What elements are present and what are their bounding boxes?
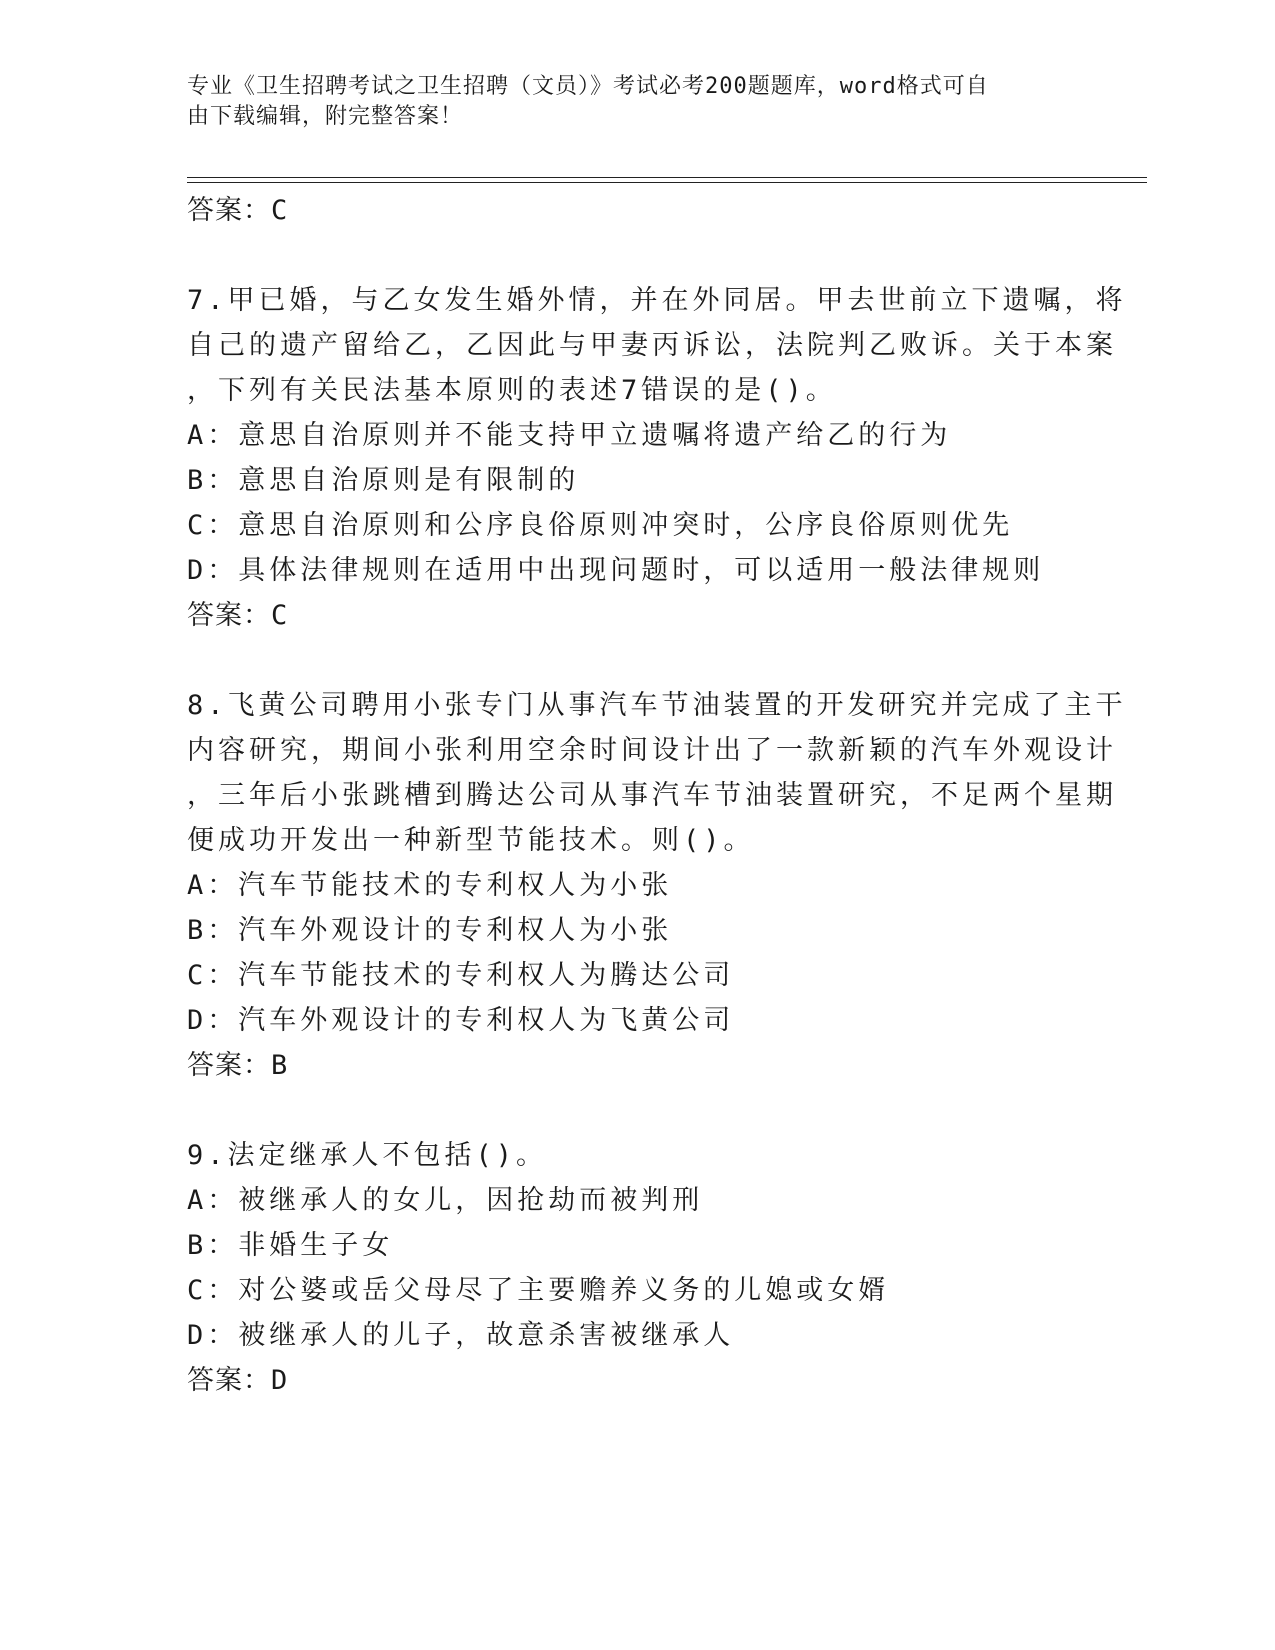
- question-stem-line: 7.甲已婚，与乙女发生婚外情，并在外同居。甲去世前立下遗嘱，将: [187, 285, 1127, 316]
- header-divider-bottom: [187, 182, 1147, 183]
- question-answer: 答案：B: [187, 1050, 289, 1081]
- question-stem-line: ，下列有关民法基本原则的表述7错误的是()。: [187, 375, 837, 406]
- option-a: A：意思自治原则并不能支持甲立遗嘱将遗产给乙的行为: [187, 420, 952, 451]
- page-header: [187, 72, 1067, 132]
- header-line-1: 专业《卫生招聘考试之卫生招聘（文员）》考试必考200题题库，word格式可自: [187, 74, 989, 99]
- option-d: D：被继承人的儿子，故意杀害被继承人: [187, 1320, 735, 1351]
- question-stem-line: 自己的遗产留给乙，乙因此与甲妻丙诉讼，法院判乙败诉。关于本案: [187, 330, 1117, 361]
- question-8: [187, 683, 1127, 1088]
- question-9: [187, 1133, 1067, 1403]
- question-answer: 答案：C: [187, 600, 289, 631]
- question-stem-line: 9.法定继承人不包括()。: [187, 1140, 548, 1171]
- question-answer: 答案：D: [187, 1365, 289, 1396]
- option-b: B：非婚生子女: [187, 1230, 394, 1261]
- question-stem-line: ，三年后小张跳槽到腾达公司从事汽车节油装置研究，不足两个星期: [187, 780, 1117, 811]
- question-stem-line: 8.飞黄公司聘用小张专门从事汽车节油装置的开发研究并完成了主干: [187, 690, 1127, 721]
- question-stem-line: 便成功开发出一种新型节能技术。则()。: [187, 825, 755, 856]
- option-c: C：对公婆或岳父母尽了主要赡养义务的儿媳或女婿: [187, 1275, 890, 1306]
- previous-question-answer: 答案：C: [187, 195, 289, 226]
- question-stem-line: 内容研究，期间小张利用空余时间设计出了一款新颖的汽车外观设计: [187, 735, 1117, 766]
- option-b: B：汽车外观设计的专利权人为小张: [187, 915, 673, 946]
- option-d: D：具体法律规则在适用中出现问题时，可以适用一般法律规则: [187, 555, 1045, 586]
- option-a: A：汽车节能技术的专利权人为小张: [187, 870, 673, 901]
- header-divider-top: [187, 177, 1147, 178]
- document-body: [187, 188, 1127, 1403]
- question-7: [187, 278, 1127, 638]
- option-d: D：汽车外观设计的专利权人为飞黄公司: [187, 1005, 735, 1036]
- option-c: C：意思自治原则和公序良俗原则冲突时，公序良俗原则优先: [187, 510, 1014, 541]
- option-b: B：意思自治原则是有限制的: [187, 465, 580, 496]
- header-line-2: 由下载编辑，附完整答案！: [187, 104, 464, 129]
- option-a: A：被继承人的女儿，因抢劫而被判刑: [187, 1185, 704, 1216]
- option-c: C：汽车节能技术的专利权人为腾达公司: [187, 960, 735, 991]
